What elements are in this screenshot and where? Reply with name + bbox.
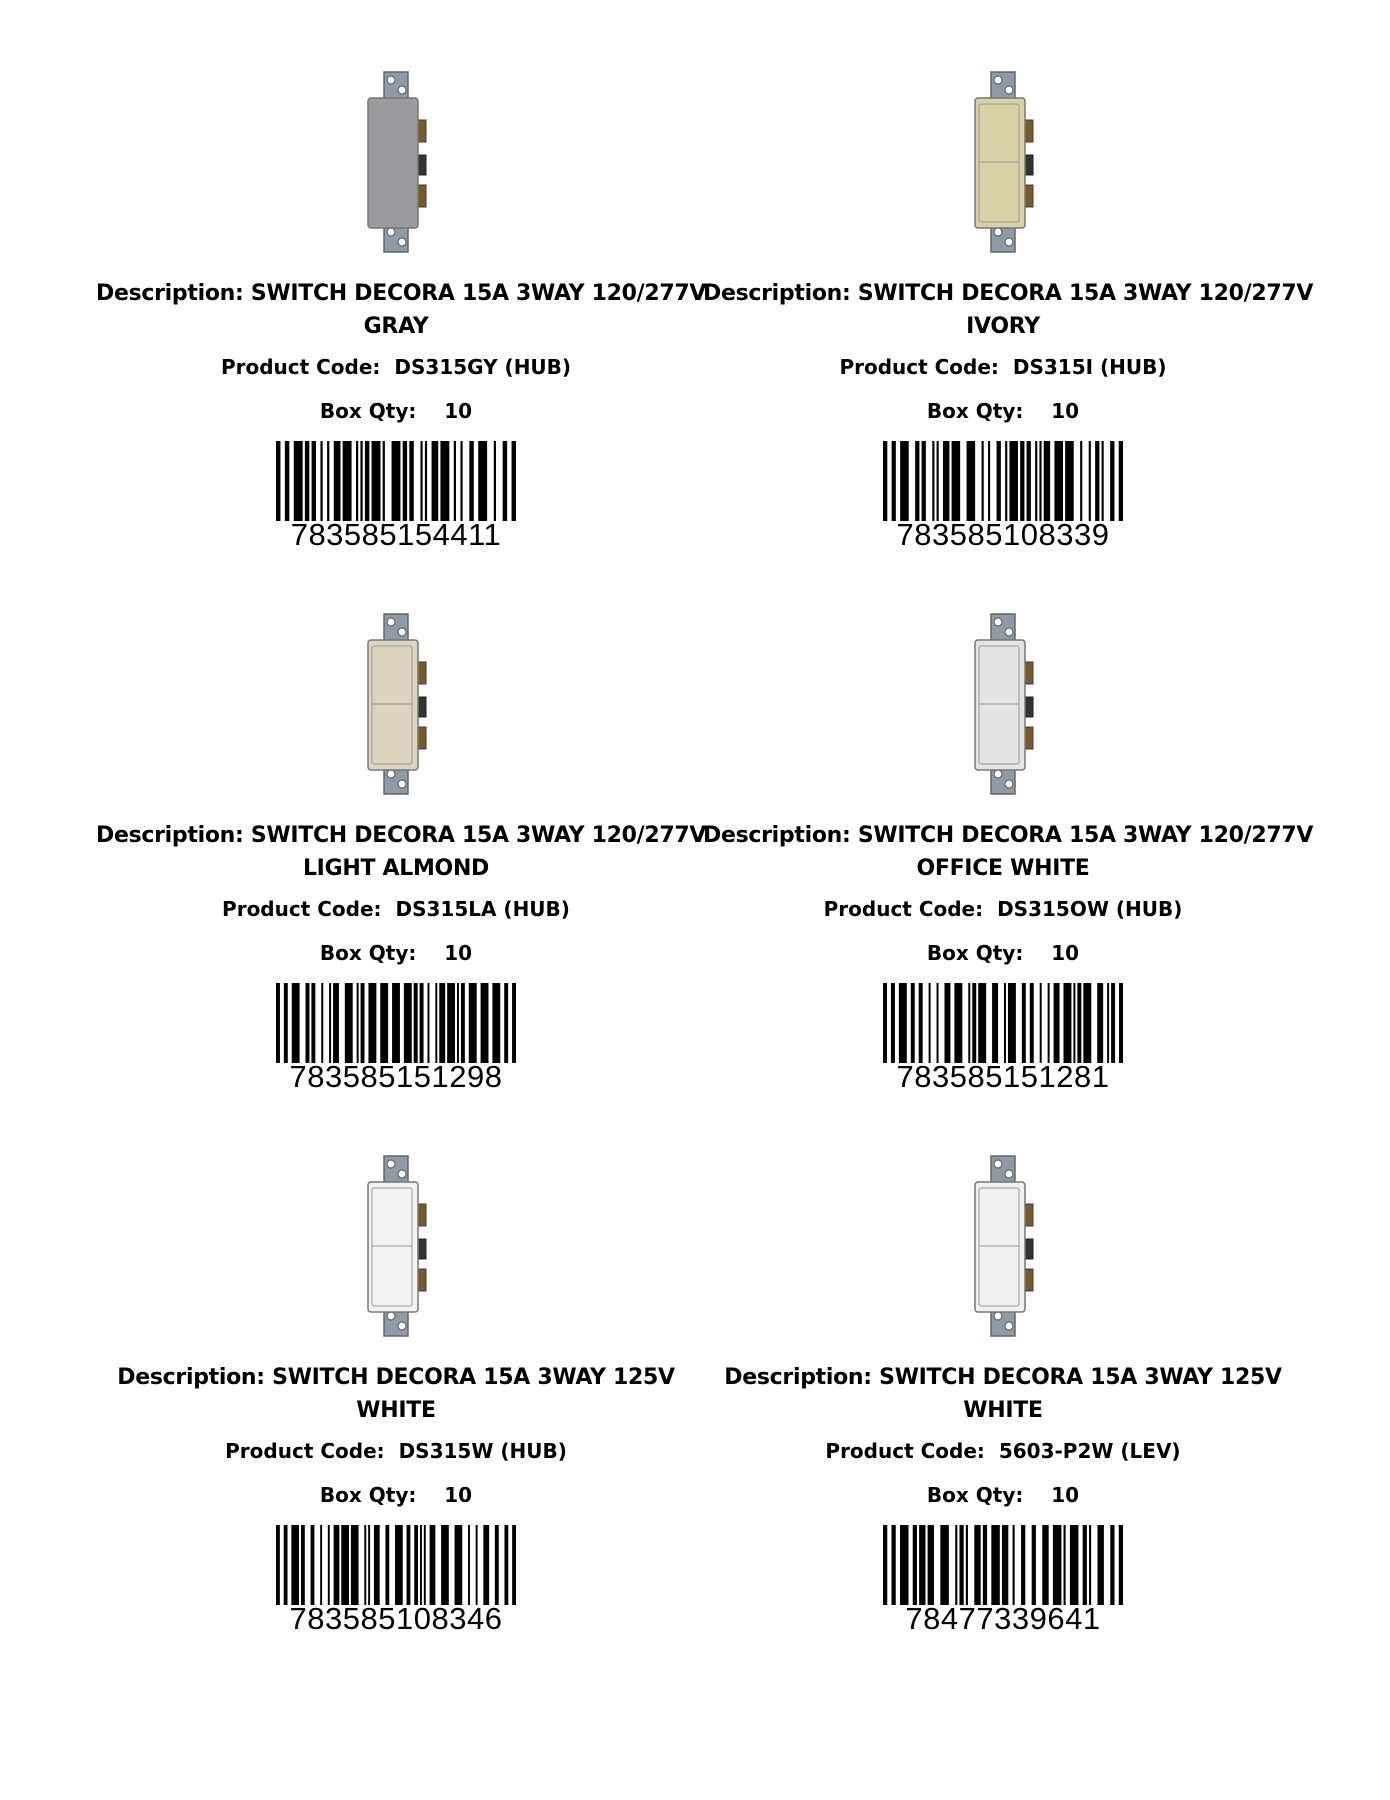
barcode-bar [1064, 983, 1072, 1063]
barcode-bar [321, 983, 323, 1063]
barcode-bar [1077, 983, 1081, 1063]
barcode-bar [420, 441, 422, 521]
barcode-bar [915, 441, 919, 521]
barcode-bar [343, 441, 352, 521]
barcode-bar [937, 983, 939, 1063]
barcode-bar [919, 983, 923, 1063]
barcode-bar [357, 983, 359, 1063]
barcode-bar [460, 441, 462, 521]
box-qty-label: Box Qty: [926, 941, 1024, 965]
switch-photo [336, 1154, 456, 1339]
barcode-bar [404, 983, 412, 1063]
barcode-number: 783585151281 [896, 1059, 1110, 1094]
barcode-number: 78477339641 [905, 1601, 1101, 1636]
barcode-bar [440, 441, 449, 521]
barcode-bar [334, 1525, 340, 1605]
box-qty-row [703, 399, 1303, 423]
barcode-block [883, 1525, 1123, 1635]
barcode-bar [1054, 441, 1063, 521]
barcode-bar [495, 1525, 499, 1605]
barcode-bar [328, 1525, 330, 1605]
barcode-bar [1053, 1525, 1062, 1605]
product-code-row [96, 355, 696, 379]
barcode-bar [284, 1525, 288, 1605]
barcode-bar [997, 441, 1001, 521]
product-card-4 [703, 612, 1314, 1094]
barcode-bar [360, 441, 362, 521]
barcode-bar [361, 983, 365, 1063]
barcode-bar [1089, 441, 1091, 521]
barcode-bar [1098, 1525, 1104, 1605]
barcode-bar [395, 1525, 403, 1605]
switch-photo [336, 70, 456, 255]
product-code-label: Product Code: [225, 1439, 385, 1463]
barcode-bar [306, 983, 310, 1063]
barcode-bar [954, 983, 962, 1063]
product-code-value: DS315GY (HUB) [394, 355, 572, 379]
barcode-bars [276, 441, 516, 521]
product-description [96, 1361, 696, 1427]
barcode-bar [1022, 983, 1026, 1063]
barcode-bar [461, 983, 465, 1063]
description-line-2: WHITE [356, 1398, 436, 1423]
barcode-bar [913, 1525, 917, 1605]
barcode-bar [492, 983, 500, 1063]
barcode-bar [392, 441, 401, 521]
barcode-bar [385, 1525, 389, 1605]
barcode-bar [494, 441, 496, 521]
description-line-1: SWITCH DECORA 15A 3WAY 120/277V [250, 823, 707, 848]
barcode-bar [427, 983, 429, 1063]
barcode-bar [447, 983, 455, 1063]
barcode-bar [899, 983, 907, 1063]
barcode-bar [1065, 441, 1074, 521]
barcode-bar [320, 1525, 322, 1605]
barcode-bar [1095, 441, 1099, 521]
barcode-bar [512, 1525, 516, 1605]
box-qty-value: 10 [1051, 1483, 1080, 1507]
description-line-2: IVORY [966, 314, 1040, 339]
barcode-bar [469, 983, 477, 1063]
barcode-bar [1042, 1525, 1048, 1605]
box-qty-value: 10 [444, 1483, 473, 1507]
product-card-6 [703, 1154, 1303, 1635]
box-qty-label: Box Qty: [926, 399, 1024, 423]
barcode-bar [457, 983, 459, 1063]
product-code-row [96, 1439, 696, 1463]
product-code-label: Product Code: [220, 355, 381, 379]
barcode-bar [356, 441, 358, 521]
box-qty-label: Box Qty: [319, 399, 417, 423]
barcode-bar [952, 441, 961, 521]
barcode-bar [468, 1525, 470, 1605]
product-code-value: DS315I (HUB) [1012, 355, 1167, 379]
barcode-bar [432, 441, 439, 521]
description-label: Description: [703, 281, 851, 306]
barcode-block [883, 983, 1123, 1093]
barcode-bar [1102, 441, 1104, 521]
barcode-bar [276, 983, 280, 1063]
barcode-bar [900, 1525, 909, 1605]
description-label: Description: [117, 1365, 265, 1390]
switch-photo [943, 612, 1063, 797]
description-line-1: SWITCH DECORA 15A 3WAY 120/277V [857, 281, 1314, 306]
barcode-bar [1032, 1525, 1036, 1605]
barcode-bar [481, 983, 489, 1063]
product-code-label: Product Code: [825, 1439, 985, 1463]
barcode-bar [425, 441, 427, 521]
barcode-bar [351, 1525, 359, 1605]
barcode-bar [955, 1525, 957, 1605]
barcode-bar [928, 1525, 934, 1605]
barcode-bar [1080, 441, 1082, 521]
barcode-bar [504, 983, 508, 1063]
product-description [703, 819, 1314, 885]
barcode-bar [1004, 983, 1006, 1063]
barcode-bar [291, 1525, 299, 1605]
barcode-bar [430, 1525, 436, 1605]
barcode-bar [320, 441, 322, 521]
barcode-bar [1009, 441, 1018, 521]
barcode-bar [1083, 1525, 1087, 1605]
barcode-bar [407, 1525, 411, 1605]
box-qty-label: Box Qty: [926, 1483, 1024, 1507]
barcode-bar [345, 983, 353, 1063]
barcode-block [883, 441, 1123, 551]
barcode-bar [966, 1525, 968, 1605]
barcode-bar [891, 983, 895, 1063]
barcode-bar [1020, 441, 1024, 521]
barcode-bar [1054, 983, 1060, 1063]
product-card-3 [96, 612, 707, 1094]
barcode-bar [1097, 983, 1103, 1063]
box-qty-row [96, 399, 696, 423]
barcode-bar [892, 1525, 896, 1605]
barcode-block [276, 983, 516, 1093]
barcode-bar [333, 983, 339, 1063]
switch-photo [943, 1154, 1063, 1339]
barcode-bar [982, 441, 984, 521]
product-code-value: 5603-P2W (LEV) [998, 1439, 1181, 1463]
barcode-bar [1110, 1525, 1114, 1605]
barcode-bar [919, 1525, 925, 1605]
barcode-bar [512, 983, 516, 1063]
barcode-bar [900, 441, 909, 521]
barcode-bar [276, 1525, 280, 1605]
description-line-2: GRAY [363, 314, 429, 339]
barcode-bar [1008, 983, 1016, 1063]
barcode-bar [972, 983, 976, 1063]
barcode-bar [1044, 441, 1050, 521]
barcode-bar [414, 983, 418, 1063]
barcode-bar [959, 1525, 963, 1605]
barcode-bar [968, 983, 970, 1063]
barcode-bar [883, 983, 887, 1063]
barcode-bar [403, 441, 407, 521]
box-qty-label: Box Qty: [319, 941, 417, 965]
box-qty-row [703, 1483, 1303, 1507]
barcode-bar [1005, 441, 1007, 521]
description-line-1: SWITCH DECORA 15A 3WAY 120/277V [857, 823, 1314, 848]
barcode-bar [1073, 983, 1075, 1063]
barcode-bar [424, 1525, 426, 1605]
description-line-2: LIGHT ALMOND [302, 856, 490, 881]
product-description [96, 819, 707, 885]
barcode-bar [1039, 441, 1041, 521]
product-code-row [703, 897, 1303, 921]
barcode-bar [305, 441, 309, 521]
product-code-value: DS315W (HUB) [398, 1439, 567, 1463]
barcode-bars [276, 1525, 516, 1605]
box-qty-value: 10 [1051, 941, 1080, 965]
barcode-bar [372, 441, 381, 521]
description-label: Description: [703, 823, 851, 848]
box-qty-value: 10 [1051, 399, 1080, 423]
barcode-bar [1119, 983, 1123, 1063]
barcode-bar [312, 441, 316, 521]
product-description [703, 1361, 1303, 1427]
box-qty-value: 10 [444, 941, 473, 965]
product-card-5 [96, 1154, 696, 1635]
product-description [703, 277, 1314, 343]
barcode-number: 783585108346 [289, 1601, 503, 1636]
product-code-label: Product Code: [823, 897, 984, 921]
description-label: Description: [724, 1365, 872, 1390]
barcode-bar [409, 441, 413, 521]
description-line-1: SWITCH DECORA 15A 3WAY 120/277V [250, 281, 707, 306]
barcode-bar [1064, 1525, 1066, 1605]
barcode-bar [944, 983, 950, 1063]
description-line-2: WHITE [963, 1398, 1043, 1423]
barcode-block [276, 1525, 516, 1635]
barcode-bar [883, 1525, 887, 1605]
barcode-bar [439, 983, 445, 1063]
product-card-2 [703, 70, 1314, 552]
barcode-bar [329, 983, 331, 1063]
description-label: Description: [96, 823, 244, 848]
barcode-bar [503, 441, 507, 521]
box-qty-label: Box Qty: [319, 1483, 417, 1507]
barcode-bar [285, 441, 289, 521]
barcode-bar [504, 1525, 508, 1605]
barcode-bar [469, 441, 473, 521]
box-qty-row [96, 941, 696, 965]
barcode-bar [967, 441, 976, 521]
barcode-bar [512, 441, 516, 521]
barcode-bar [420, 983, 424, 1063]
description-label: Description: [96, 281, 244, 306]
barcode-bar [1021, 1525, 1025, 1605]
barcode-bar [883, 441, 887, 521]
barcode-bar [978, 983, 986, 1063]
barcode-bar [276, 441, 280, 521]
barcode-bar [1002, 1525, 1008, 1605]
box-qty-row [96, 1483, 696, 1507]
box-qty-value: 10 [444, 399, 473, 423]
barcode-bar [940, 1525, 949, 1605]
barcode-bar [294, 441, 303, 521]
barcode-bar [483, 1525, 489, 1605]
barcode-bar [311, 983, 315, 1063]
barcode-block [276, 441, 516, 551]
product-code-label: Product Code: [839, 355, 999, 379]
barcode-bar [364, 1525, 366, 1605]
barcode-bar [374, 1525, 380, 1605]
barcode-bar [992, 983, 998, 1063]
barcode-bar [334, 441, 341, 521]
barcode-bar [380, 983, 388, 1063]
barcode-bar [1111, 983, 1115, 1063]
barcode-bar [932, 441, 934, 521]
barcode-bar [1030, 983, 1034, 1063]
product-code-value: DS315OW (HUB) [997, 897, 1183, 921]
barcode-bar [929, 983, 931, 1063]
barcode-bars [276, 983, 516, 1063]
barcode-bar [1110, 441, 1114, 521]
barcode-bars [883, 1525, 1123, 1605]
product-description [96, 277, 707, 343]
description-line-1: SWITCH DECORA 15A 3WAY 125V [879, 1365, 1282, 1390]
barcode-bar [420, 1525, 422, 1605]
product-code-row [703, 355, 1303, 379]
barcode-bar [292, 983, 300, 1063]
barcode-bar [1083, 983, 1091, 1063]
barcode-bars [883, 983, 1123, 1063]
barcode-bar [327, 441, 329, 521]
barcode-bar [368, 1525, 370, 1605]
barcode-bar [311, 1525, 315, 1605]
barcode-bar [1119, 1525, 1123, 1605]
switch-photo [943, 70, 1063, 255]
barcode-bar [983, 1525, 987, 1605]
product-code-value: DS315LA (HUB) [395, 897, 570, 921]
barcode-bar [365, 441, 369, 521]
barcode-bar [454, 441, 456, 521]
description-line-2: OFFICE WHITE [916, 856, 1090, 881]
barcode-bar [1040, 983, 1042, 1063]
barcode-bars [883, 441, 1123, 521]
barcode-bar [1089, 1525, 1091, 1605]
barcode-number: 783585108339 [896, 517, 1110, 552]
product-code-row [703, 1439, 1303, 1463]
box-qty-row [703, 941, 1303, 965]
barcode-bar [383, 441, 385, 521]
barcode-bar [392, 983, 400, 1063]
barcode-bar [455, 1525, 463, 1605]
product-code-label: Product Code: [222, 897, 382, 921]
barcode-bar [1013, 1525, 1015, 1605]
barcode-number: 783585154411 [290, 517, 502, 552]
barcode-bar [284, 983, 288, 1063]
barcode-bar [301, 1525, 305, 1605]
barcode-bar [991, 1525, 1000, 1605]
barcode-bar [937, 441, 939, 521]
barcode-bar [892, 441, 896, 521]
barcode-bar [943, 441, 949, 521]
barcode-bar [1070, 1525, 1079, 1605]
barcode-bar [414, 1525, 418, 1605]
switch-photo [336, 612, 456, 797]
barcode-number: 783585151298 [289, 1059, 503, 1094]
barcode-bar [1107, 983, 1109, 1063]
barcode-bar [988, 441, 990, 521]
barcode-bar [922, 441, 926, 521]
barcode-bar [974, 1525, 980, 1605]
barcode-bar [1035, 441, 1037, 521]
barcode-bar [368, 983, 376, 1063]
product-card-1 [96, 70, 707, 552]
barcode-bar [341, 1525, 349, 1605]
barcode-bar [478, 441, 487, 521]
barcode-bar [435, 983, 437, 1063]
barcode-bar [1119, 441, 1123, 521]
barcode-bar [1048, 983, 1050, 1063]
description-line-1: SWITCH DECORA 15A 3WAY 125V [272, 1365, 675, 1390]
barcode-bar [1027, 441, 1031, 521]
barcode-bar [441, 1525, 449, 1605]
barcode-bar [476, 1525, 478, 1605]
barcode-bar [911, 983, 915, 1063]
product-code-row [96, 897, 696, 921]
